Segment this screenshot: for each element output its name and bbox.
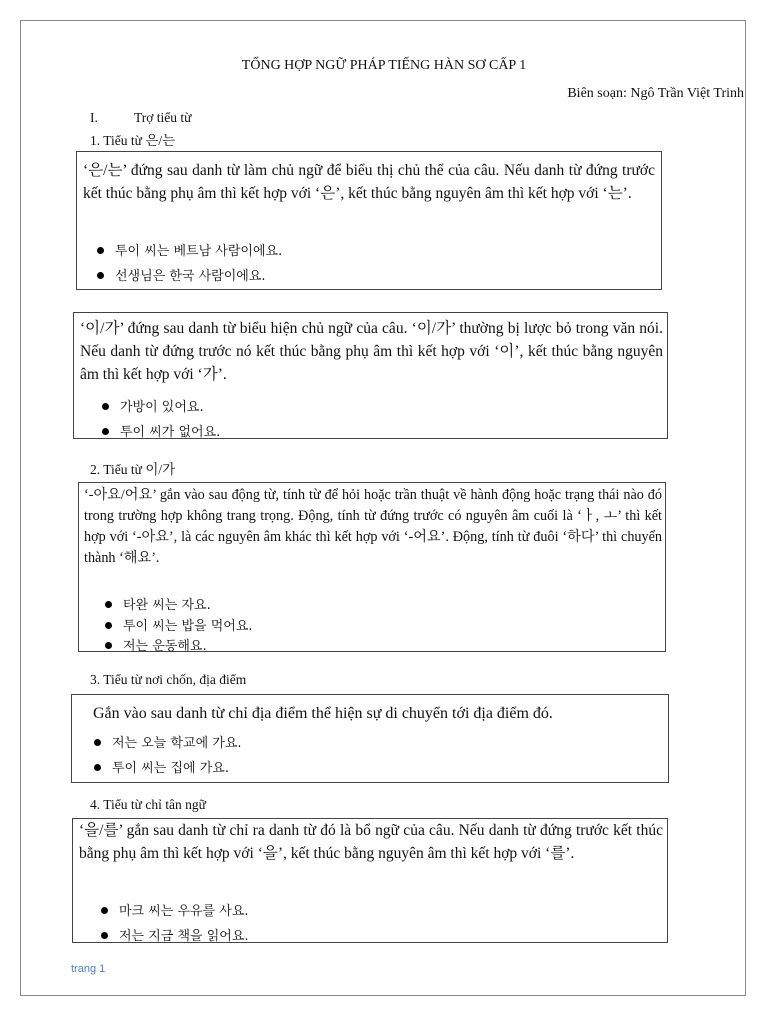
example-bullet xyxy=(102,421,220,440)
box-paragraph: Gắn vào sau danh từ chỉ địa điểm thể hiện sự di chuyển tới địa điểm đó. xyxy=(93,705,553,722)
box-paragraph: ‘이/가’ đứng sau danh từ biểu hiện chủ ngữ của câu. ‘이/가’ thường bị lược bỏ trong văn nói. Nếu danh từ đứng trước nó kết thúc bằng phụ âm thì kết hợp với ‘이’, kết thúc bằng nguyên âm thì kết hợp với ‘가’. xyxy=(80,320,663,383)
example-bullet xyxy=(94,732,242,751)
example-bullet xyxy=(101,900,249,919)
bullet-dot xyxy=(97,272,104,279)
heading-4: 4. Tiểu từ chỉ tân ngữ xyxy=(90,797,206,812)
example-bullet xyxy=(102,396,204,415)
grammar-box-ayo-eoyo xyxy=(78,482,666,652)
document-title: TỔNG HỢP NGỮ PHÁP TIẾNG HÀN SƠ CẤP 1 xyxy=(241,58,527,73)
box-paragraph: ‘-아요/어요’ gắn vào sau động từ, tính từ để hỏi hoặc trần thuật về hành động hoặc trạng thái nào đó trong trường hợp không trang trọng. Động, tính từ đứng trước có nguyên âm cuối là ‘ㅏ, ㅗ’ thì kết hợp với ‘-아요’, là các nguyên âm khác thì kết hợp với ‘-어요’. Động, tính từ đuôi ‘하다’ thì chuyển thành ‘해요’. xyxy=(84,487,662,566)
example-text: 투이 씨는 밥을 먹어요. xyxy=(123,619,253,634)
example-text: 저는 오늘 학교에 가요. xyxy=(112,736,242,751)
bullet-dot xyxy=(102,403,109,410)
grammar-box-eun-neun xyxy=(76,151,662,290)
page-number: trang 1 xyxy=(71,963,106,975)
example-text: 선생님은 한국 사람이에요. xyxy=(115,269,266,284)
heading-1: 1. Tiểu từ 은/는 xyxy=(90,133,176,148)
example-bullet xyxy=(97,265,266,284)
example-text: 투이 씨가 없어요. xyxy=(120,425,221,440)
example-bullet xyxy=(105,615,253,634)
example-text: 투이 씨는 집에 가요. xyxy=(112,761,229,776)
grammar-box-location xyxy=(71,694,669,783)
example-bullet xyxy=(105,594,211,613)
example-text: 타완 씨는 자요. xyxy=(123,598,211,613)
example-text: 마크 씨는 우유를 사요. xyxy=(119,904,249,919)
bullet-dot xyxy=(94,764,101,771)
grammar-box-i-ga xyxy=(73,312,668,439)
example-bullet xyxy=(101,925,249,944)
example-text: 가방이 있어요. xyxy=(120,400,204,415)
example-bullet xyxy=(94,757,229,776)
bullet-dot xyxy=(97,247,104,254)
heading-3: 3. Tiểu từ nơi chốn, địa điểm xyxy=(90,672,247,687)
example-text: 저는 운동해요. xyxy=(123,639,207,654)
example-text: 저는 지금 책을 읽어요. xyxy=(119,929,249,944)
section-number: I. xyxy=(90,110,98,125)
bullet-dot xyxy=(94,739,101,746)
bullet-dot xyxy=(101,907,108,914)
example-text: 투이 씨는 베트남 사람이에요. xyxy=(115,244,283,259)
bullet-dot xyxy=(105,622,112,629)
example-bullet xyxy=(97,240,282,259)
author-line: Biên soạn: Ngô Trần Việt Trinh xyxy=(567,86,744,101)
grammar-box-eul-reul xyxy=(72,818,668,943)
bullet-dot xyxy=(102,428,109,435)
bullet-dot xyxy=(105,642,112,649)
bullet-dot xyxy=(101,932,108,939)
section-title: Trợ tiểu từ xyxy=(134,110,192,125)
heading-2: 2. Tiểu từ 이/가 xyxy=(90,462,176,477)
bullet-dot xyxy=(105,601,112,608)
box-paragraph: ‘을/를’ gắn sau danh từ chỉ ra danh từ đó là bổ ngữ của câu. Nếu danh từ đứng trước kết thúc bằng phụ âm thì kết hợp với ‘을’, kết thúc bằng nguyên âm thì kết hợp với ‘를’. xyxy=(79,822,663,862)
example-bullet xyxy=(105,635,207,654)
box-paragraph: ‘은/는’ đứng sau danh từ làm chủ ngữ để biểu thị chủ thể của câu. Nếu danh từ đứng trước kết thúc bằng phụ âm thì kết hợp với ‘은’, kết thúc bằng nguyên âm thì kết hợp với ‘는’. xyxy=(83,162,655,202)
